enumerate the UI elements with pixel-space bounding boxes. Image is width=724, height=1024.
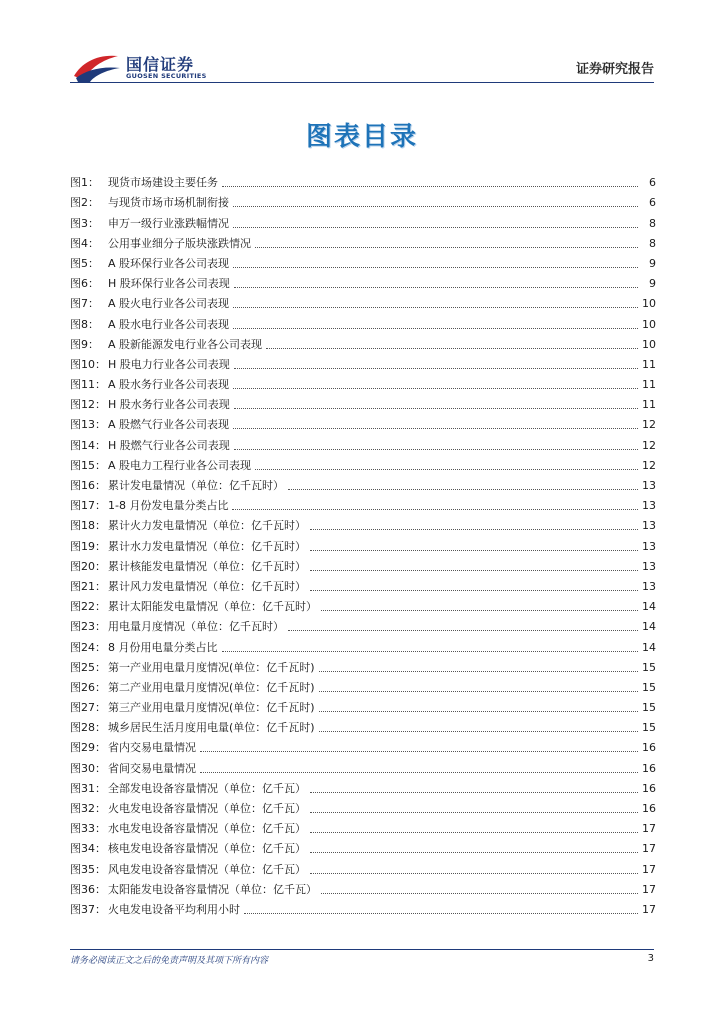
toc-dot-leader xyxy=(234,407,638,409)
toc-dot-leader xyxy=(233,306,638,308)
toc-entry-number: 图34： xyxy=(70,842,106,856)
toc-entry-page: 16 xyxy=(642,802,656,815)
toc-entry-page: 14 xyxy=(642,620,656,634)
toc-entry-page: 17 xyxy=(642,902,656,916)
toc-entry-number: 图2： xyxy=(70,196,99,210)
toc-entry-title: 第一产业用电量月度情况(单位：亿千瓦时) xyxy=(108,660,315,674)
toc-entry-page: 17 xyxy=(642,862,656,876)
toc-entry-number: 图11： xyxy=(70,378,106,392)
toc-dot-leader xyxy=(233,205,638,207)
toc-entry-page: 11 xyxy=(642,357,656,371)
toc-entry-number: 图24： xyxy=(70,640,106,654)
toc-dot-leader xyxy=(310,851,638,853)
toc-entry-title: 城乡居民生活月度用电量(单位：亿千瓦时) xyxy=(108,721,315,735)
toc-entry-page: 17 xyxy=(642,842,656,856)
toc-dot-leader xyxy=(310,831,638,833)
toc-entry-page: 10 xyxy=(642,337,656,351)
toc-entry-title: H 股水务行业各公司表现 xyxy=(108,398,230,412)
toc-entry-page: 6 xyxy=(649,176,656,190)
toc-entry-page: 8 xyxy=(649,236,656,250)
toc-dot-leader xyxy=(319,710,638,712)
toc-entry[interactable] xyxy=(70,614,656,634)
toc-entry-title: A 股新能源发电行业各公司表现 xyxy=(108,337,263,351)
toc-dot-leader xyxy=(321,609,638,611)
toc-dot-leader xyxy=(234,448,638,450)
toc-dot-leader xyxy=(234,286,638,288)
toc-entry-title: 省间交易电量情况 xyxy=(108,761,196,775)
toc-entry-page: 14 xyxy=(642,600,656,614)
toc-entry-title: A 股燃气行业各公司表现 xyxy=(108,418,230,432)
toc-entry[interactable] xyxy=(70,311,656,331)
toc-entry-number: 图9： xyxy=(70,337,99,351)
toc-entry-page: 16 xyxy=(642,741,656,755)
toc-entry[interactable] xyxy=(70,574,656,594)
toc-entry-page: 10 xyxy=(642,297,656,311)
toc-entry-title: 全部发电设备容量情况（单位：亿千瓦） xyxy=(108,781,306,795)
toc-entry[interactable] xyxy=(70,897,656,917)
toc-entry[interactable] xyxy=(70,493,656,513)
toc-entry[interactable] xyxy=(70,877,656,897)
toc-dot-leader xyxy=(310,569,638,571)
toc-entry-number: 图36： xyxy=(70,882,106,896)
toc-entry[interactable] xyxy=(70,352,656,372)
toc-dot-leader xyxy=(310,589,638,591)
toc-entry-page: 12 xyxy=(642,438,656,452)
toc-entry[interactable] xyxy=(70,715,656,735)
toc-entry-title: A 股环保行业各公司表现 xyxy=(108,256,230,270)
toc-entry-page: 17 xyxy=(642,822,656,836)
toc-entry-title: 累计火力发电量情况（单位：亿千瓦时） xyxy=(108,519,306,533)
toc-entry-number: 图6： xyxy=(70,277,99,291)
logo-cn-text: 国信证券 xyxy=(126,55,195,74)
toc-entry-number: 图5： xyxy=(70,256,99,270)
toc-entry-title: 火电发电设备平均利用小时 xyxy=(108,902,240,916)
toc-entry-number: 图20： xyxy=(70,559,106,573)
toc-entry-number: 图21： xyxy=(70,579,106,593)
toc-entry-number: 图10： xyxy=(70,357,106,371)
guosen-logo-icon xyxy=(72,50,122,82)
toc-entry-number: 图23： xyxy=(70,620,106,634)
toc-dot-leader xyxy=(233,427,638,429)
toc-entry-number: 图25： xyxy=(70,660,106,674)
toc-entry-title: 火电发电设备容量情况（单位：亿千瓦） xyxy=(108,802,306,815)
toc-entry-page: 9 xyxy=(649,256,656,270)
toc-entry[interactable] xyxy=(70,755,656,775)
toc-entry-title: 太阳能发电设备容量情况（单位：亿千瓦） xyxy=(108,882,317,896)
toc-entry-title: 累计太阳能发电量情况（单位：亿千瓦时） xyxy=(108,600,317,614)
page-header xyxy=(0,0,724,90)
toc-entry[interactable] xyxy=(70,231,656,251)
toc-entry-page: 8 xyxy=(649,216,656,230)
toc-dot-leader xyxy=(232,508,638,510)
toc-entry-page: 13 xyxy=(642,499,656,513)
toc-entry-page: 10 xyxy=(642,317,656,331)
toc-entry[interactable] xyxy=(70,473,656,493)
toc-entry-title: 水电发电设备容量情况（单位：亿千瓦） xyxy=(108,822,306,836)
toc-entry[interactable] xyxy=(70,190,656,210)
toc-entry[interactable] xyxy=(70,432,656,452)
toc-entry-page: 15 xyxy=(642,680,656,694)
toc-entry-number: 图26： xyxy=(70,680,106,694)
toc-entry-title: 公用事业细分子版块涨跌情况 xyxy=(108,236,251,250)
toc-entry-title: A 股火电行业各公司表现 xyxy=(108,297,230,311)
toc-entry-title: 累计发电量情况（单位：亿千瓦时） xyxy=(108,479,284,492)
toc-entry-title: 与现货市场市场机制衔接 xyxy=(108,196,229,210)
toc-entry[interactable] xyxy=(70,655,656,675)
toc-dot-leader xyxy=(310,528,638,530)
toc-entry[interactable] xyxy=(70,634,656,654)
toc-entry-number: 图7： xyxy=(70,297,99,311)
toc-dot-leader xyxy=(200,771,638,773)
toc-entry[interactable] xyxy=(70,836,656,856)
toc-entry[interactable] xyxy=(70,816,656,836)
toc-dot-leader xyxy=(255,246,638,248)
toc-entry-number: 图18： xyxy=(70,519,106,533)
toc-dot-leader xyxy=(310,791,638,793)
page-title: 图表目录 xyxy=(305,122,418,152)
toc-entry-title: 现货市场建设主要任务 xyxy=(108,176,218,190)
toc-entry-page: 14 xyxy=(642,640,656,654)
guosen-logo xyxy=(72,50,207,86)
toc-entry-number: 图12： xyxy=(70,398,106,412)
toc-entry-page: 9 xyxy=(649,277,656,291)
toc-entry-number: 图3： xyxy=(70,216,99,230)
figure-index xyxy=(70,170,656,917)
toc-entry-number: 图32： xyxy=(70,802,106,815)
toc-dot-leader xyxy=(319,690,638,692)
toc-entry[interactable] xyxy=(70,271,656,291)
toc-entry-page: 16 xyxy=(642,781,656,795)
toc-entry[interactable] xyxy=(70,796,656,816)
toc-entry-title: 第三产业用电量月度情况(单位：亿千瓦时) xyxy=(108,701,315,715)
toc-entry-title: H 股燃气行业各公司表现 xyxy=(108,438,230,452)
toc-entry-title: 省内交易电量情况 xyxy=(108,741,196,755)
toc-entry-title: H 股电力行业各公司表现 xyxy=(108,357,230,371)
toc-dot-leader xyxy=(310,811,638,813)
toc-entry-number: 图31： xyxy=(70,781,106,795)
toc-entry-title: 8 月份用电量分类占比 xyxy=(108,640,218,654)
toc-entry-page: 13 xyxy=(642,479,656,492)
toc-entry-number: 图33： xyxy=(70,822,106,836)
toc-dot-leader xyxy=(234,367,638,369)
toc-entry-number: 图30： xyxy=(70,761,106,775)
toc-entry[interactable] xyxy=(70,392,656,412)
toc-dot-leader xyxy=(222,650,639,652)
toc-entry-number: 图29： xyxy=(70,741,106,755)
toc-entry-title: 1-8 月份发电量分类占比 xyxy=(108,499,229,513)
toc-entry[interactable] xyxy=(70,735,656,755)
toc-entry-number: 图27： xyxy=(70,701,106,715)
toc-entry-title: 累计水力发电量情况（单位：亿千瓦时） xyxy=(108,539,306,553)
toc-entry-page: 12 xyxy=(642,418,656,432)
toc-entry-title: A 股水务行业各公司表现 xyxy=(108,378,230,392)
toc-entry-number: 图13： xyxy=(70,418,106,432)
toc-entry[interactable] xyxy=(70,675,656,695)
toc-entry-number: 图8： xyxy=(70,317,99,331)
toc-entry-page: 13 xyxy=(642,519,656,533)
toc-entry-page: 15 xyxy=(642,660,656,674)
toc-entry-number: 图4： xyxy=(70,236,99,250)
toc-entry-number: 图1： xyxy=(70,176,99,190)
toc-entry-title: A 股电力工程行业各公司表现 xyxy=(108,458,252,472)
toc-entry-page: 11 xyxy=(642,378,656,392)
toc-dot-leader xyxy=(319,730,638,732)
toc-entry[interactable] xyxy=(70,513,656,533)
toc-entry-number: 图15： xyxy=(70,458,106,472)
toc-entry[interactable] xyxy=(70,776,656,796)
toc-entry-number: 图16： xyxy=(70,479,106,492)
toc-entry-page: 11 xyxy=(642,398,656,412)
toc-entry-number: 图14： xyxy=(70,438,106,452)
toc-entry-page: 17 xyxy=(642,882,656,896)
toc-entry-title: 累计风力发电量情况（单位：亿千瓦时） xyxy=(108,579,306,593)
toc-dot-leader xyxy=(233,266,638,268)
toc-entry-title: H 股环保行业各公司表现 xyxy=(108,277,230,291)
toc-entry-page: 15 xyxy=(642,701,656,715)
toc-entry-title: 用电量月度情况（单位：亿千瓦时） xyxy=(108,620,284,634)
toc-entry[interactable] xyxy=(70,554,656,574)
footer-disclaimer: 请务必阅读正文之后的免责声明及其项下所有内容 xyxy=(70,956,269,966)
logo-en-text: GUOSEN SECURITIES xyxy=(126,72,207,80)
toc-entry-title: A 股水电行业各公司表现 xyxy=(108,317,230,331)
toc-entry-title: 申万一级行业涨跌幅情况 xyxy=(108,216,229,230)
toc-dot-leader xyxy=(310,872,638,874)
toc-entry-page: 13 xyxy=(642,579,656,593)
toc-entry-number: 图37： xyxy=(70,902,106,916)
toc-entry-title: 核电发电设备容量情况（单位：亿千瓦） xyxy=(108,842,306,856)
toc-entry[interactable] xyxy=(70,210,656,230)
toc-entry-title: 第二产业用电量月度情况(单位：亿千瓦时) xyxy=(108,680,315,694)
toc-dot-leader xyxy=(255,468,638,470)
toc-dot-leader xyxy=(233,226,638,228)
toc-dot-leader xyxy=(233,327,638,329)
toc-dot-leader xyxy=(233,387,638,389)
toc-dot-leader xyxy=(321,892,638,894)
toc-dot-leader xyxy=(319,670,638,672)
toc-dot-leader xyxy=(222,185,638,187)
toc-entry[interactable] xyxy=(70,856,656,876)
toc-entry-page: 12 xyxy=(642,458,656,472)
toc-entry[interactable] xyxy=(70,695,656,715)
toc-entry-number: 图17： xyxy=(70,499,106,513)
toc-entry-number: 图35： xyxy=(70,862,106,876)
toc-dot-leader xyxy=(244,912,638,914)
toc-entry[interactable] xyxy=(70,594,656,614)
header-divider xyxy=(70,82,654,83)
toc-entry[interactable] xyxy=(70,372,656,392)
toc-entry-number: 图22： xyxy=(70,600,106,614)
toc-entry-page: 13 xyxy=(642,559,656,573)
toc-dot-leader xyxy=(288,629,638,631)
toc-dot-leader xyxy=(310,549,638,551)
toc-entry[interactable] xyxy=(70,533,656,553)
toc-entry[interactable] xyxy=(70,291,656,311)
toc-entry-page: 15 xyxy=(642,721,656,735)
report-type-label: 证券研究报告 xyxy=(575,62,654,77)
toc-entry[interactable] xyxy=(70,170,656,190)
toc-entry-number: 图28： xyxy=(70,721,106,735)
toc-dot-leader xyxy=(200,750,638,752)
toc-entry[interactable] xyxy=(70,412,656,432)
toc-entry[interactable] xyxy=(70,332,656,352)
toc-dot-leader xyxy=(288,488,638,490)
footer-divider xyxy=(70,949,654,950)
page-number: 3 xyxy=(647,953,654,964)
toc-entry-number: 图19： xyxy=(70,539,106,553)
toc-entry-page: 16 xyxy=(642,761,656,775)
toc-entry-page: 13 xyxy=(642,539,656,553)
toc-entry-page: 6 xyxy=(649,196,656,210)
toc-entry-title: 风电发电设备容量情况（单位：亿千瓦） xyxy=(108,862,306,876)
toc-dot-leader xyxy=(266,347,638,349)
toc-entry-title: 累计核能发电量情况（单位：亿千瓦时） xyxy=(108,559,306,573)
toc-entry[interactable] xyxy=(70,251,656,271)
toc-entry[interactable] xyxy=(70,453,656,473)
